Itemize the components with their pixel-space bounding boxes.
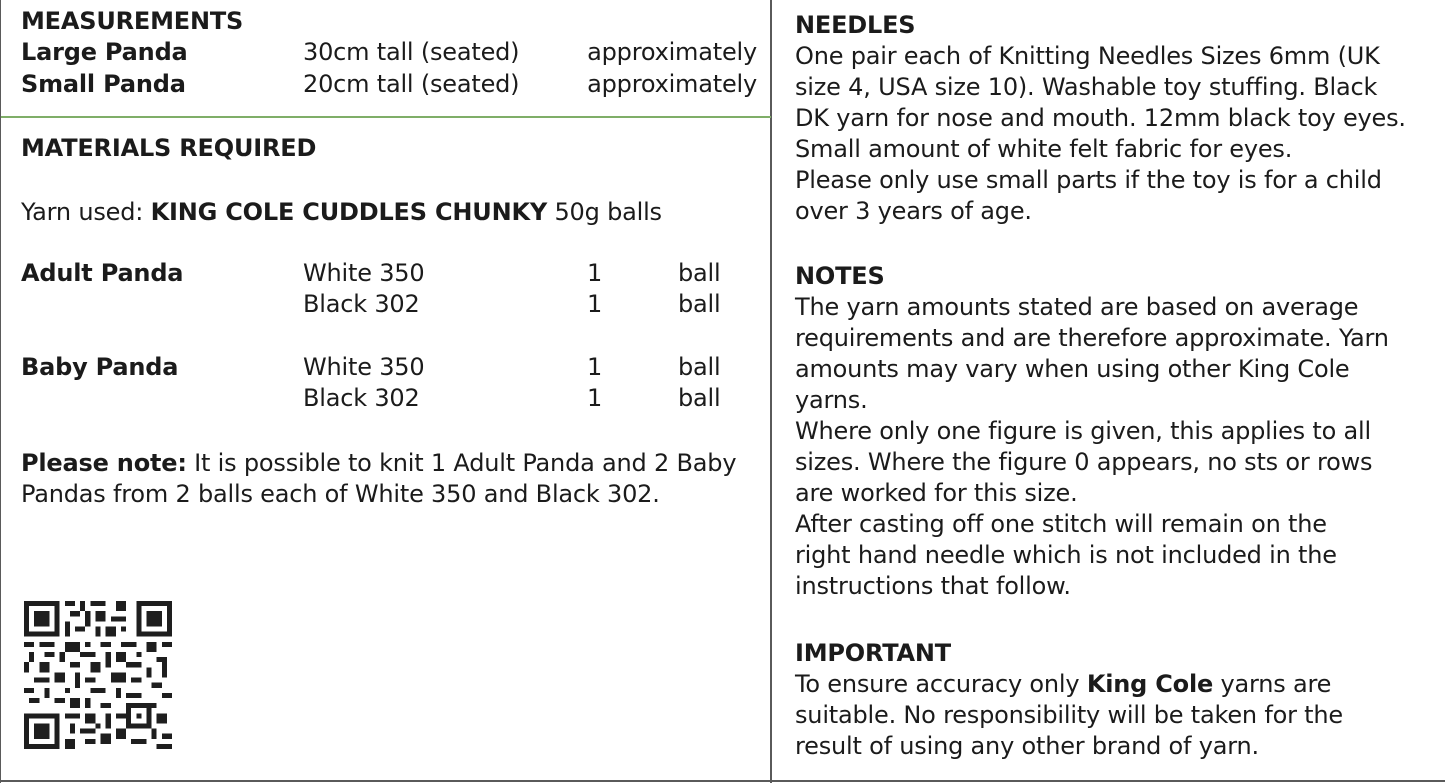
note-line2: Pandas from 2 balls each of White 350 and Black 302. bbox=[21, 480, 660, 508]
measurement-row bbox=[21, 37, 761, 68]
notes-line: instructions that follow. bbox=[795, 572, 1071, 600]
yarn-row bbox=[21, 383, 741, 414]
notes-line: The yarn amounts stated are based on average bbox=[795, 293, 1359, 321]
important-line: result of using any other brand of yarn. bbox=[795, 732, 1259, 760]
notes-line: Where only one figure is given, this applies to all bbox=[795, 417, 1371, 445]
important-title: IMPORTANT bbox=[795, 639, 951, 667]
measurement-size: 30cm tall (seated) bbox=[303, 38, 520, 66]
needles-line: Small amount of white felt fabric for eyes. bbox=[795, 135, 1293, 163]
yarn-colour: Black 302 bbox=[303, 290, 420, 318]
notes-line: are worked for this size. bbox=[795, 479, 1078, 507]
yarn-qty: 1 bbox=[587, 384, 603, 412]
notes-line: yarns. bbox=[795, 386, 868, 414]
right-column bbox=[772, 0, 1445, 783]
yarn-colour: White 350 bbox=[303, 259, 425, 287]
yarn-unit: ball bbox=[678, 353, 721, 381]
needles-line: size 4, USA size 10). Washable toy stuffing. Black bbox=[795, 73, 1378, 101]
please-note bbox=[21, 448, 751, 510]
yarn-row bbox=[21, 289, 741, 320]
important-section bbox=[795, 638, 1435, 762]
notes-line: requirements and are therefore approximate. Yarn bbox=[795, 324, 1389, 352]
note-label: Please note: bbox=[21, 449, 187, 477]
yarn-name: KING COLE CUDDLES CHUNKY bbox=[150, 198, 548, 226]
yarn-colour: Black 302 bbox=[303, 384, 420, 412]
needles-line: Please only use small parts if the toy is for a child bbox=[795, 166, 1382, 194]
measurement-note: approximately bbox=[587, 38, 757, 66]
notes-line: right hand needle which is not included in the bbox=[795, 541, 1337, 569]
measurement-note: approximately bbox=[587, 70, 757, 98]
important-line bbox=[795, 669, 1435, 700]
notes-line: sizes. Where the figure 0 appears, no sts or rows bbox=[795, 448, 1373, 476]
needles-line: over 3 years of age. bbox=[795, 197, 1032, 225]
measurement-size: 20cm tall (seated) bbox=[303, 70, 520, 98]
important-suffix: yarns are bbox=[1213, 670, 1332, 698]
yarn-used-line bbox=[21, 197, 662, 228]
measurement-row bbox=[21, 69, 761, 100]
yarn-colour: White 350 bbox=[303, 353, 425, 381]
group-label: Adult Panda bbox=[21, 259, 184, 287]
yarn-row bbox=[21, 258, 741, 289]
note-line1: It is possible to knit 1 Adult Panda and 2 Baby bbox=[186, 449, 737, 477]
notes-line: amounts may vary when using other King Cole bbox=[795, 355, 1350, 383]
notes-line: After casting off one stitch will remain on the bbox=[795, 510, 1327, 538]
measurement-label: Small Panda bbox=[21, 70, 186, 98]
yarn-qty: 1 bbox=[587, 290, 603, 318]
qr-code[interactable] bbox=[24, 601, 172, 749]
yarn-qty: 1 bbox=[587, 259, 603, 287]
notes-section bbox=[795, 261, 1435, 602]
important-prefix: To ensure accuracy only bbox=[795, 670, 1087, 698]
important-line: suitable. No responsibility will be taken for the bbox=[795, 701, 1343, 729]
needles-title: NEEDLES bbox=[795, 11, 916, 39]
materials-title: MATERIALS REQUIRED bbox=[21, 134, 317, 162]
needles-section bbox=[795, 10, 1435, 227]
needles-line: One pair each of Knitting Needles Sizes 6mm (UK bbox=[795, 42, 1380, 70]
important-brand: King Cole bbox=[1086, 670, 1214, 698]
yarn-unit: ball bbox=[678, 384, 721, 412]
yarn-unit: ball bbox=[678, 290, 721, 318]
measurement-label: Large Panda bbox=[21, 38, 188, 66]
needles-line: DK yarn for nose and mouth. 12mm black toy eyes. bbox=[795, 104, 1406, 132]
yarn-unit: ball bbox=[678, 259, 721, 287]
yarn-prefix: Yarn used: bbox=[21, 198, 151, 226]
yarn-suffix: 50g balls bbox=[547, 198, 662, 226]
yarn-qty: 1 bbox=[587, 353, 603, 381]
group-label: Baby Panda bbox=[21, 353, 179, 381]
measurements-title: MEASUREMENTS bbox=[21, 7, 244, 35]
notes-title: NOTES bbox=[795, 262, 885, 290]
yarn-row bbox=[21, 352, 741, 383]
